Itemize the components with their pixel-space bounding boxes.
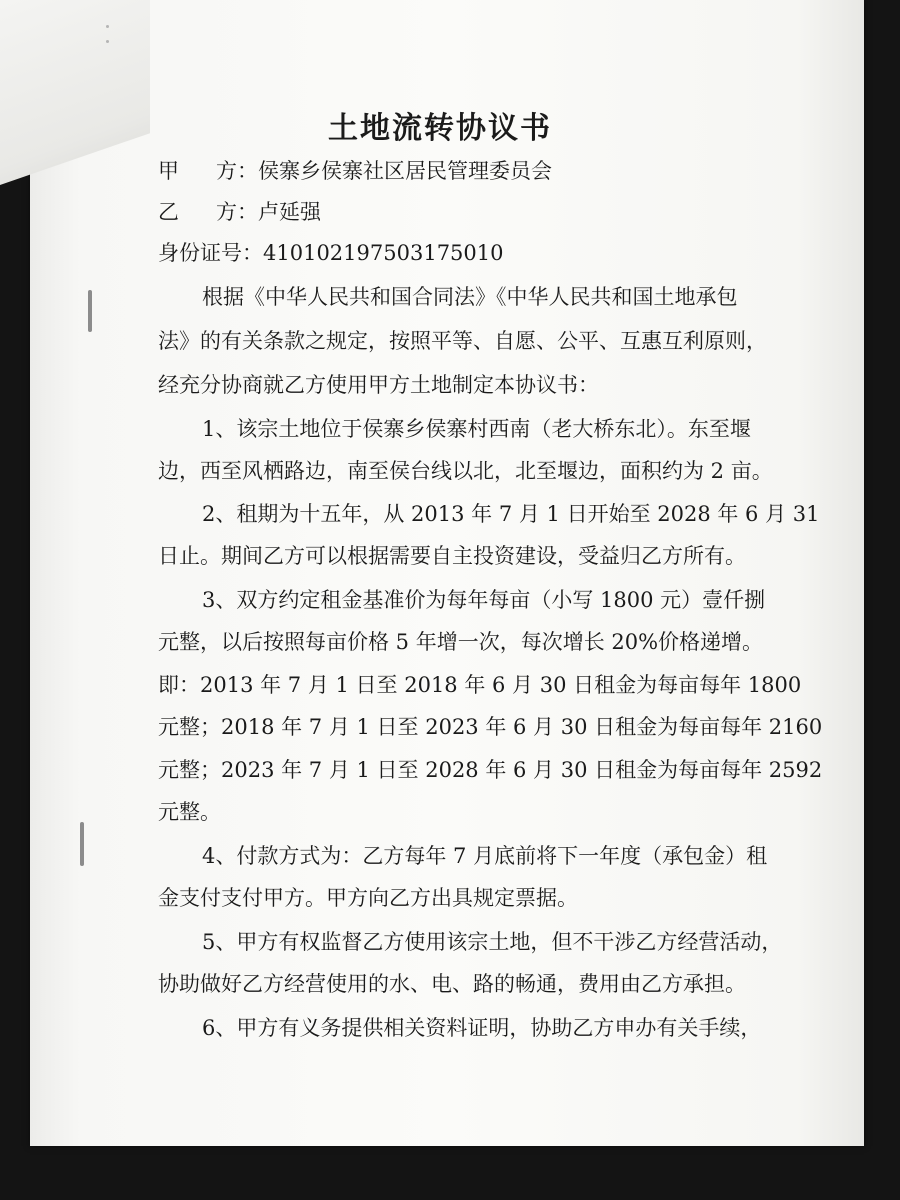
id-label: 身份证号： [158,241,263,265]
body-line: 根据《中华人民共和国合同法》《中华人民共和国土地承包 [202,285,738,309]
body-line: 元整，以后按照每亩价格 5 年增一次，每次增长 20%价格递增。 [158,630,764,654]
party-a-row [158,156,552,186]
party-b-value: 方：卢延强 [216,200,321,224]
party-b-label: 乙 [158,200,179,224]
party-a-value: 方：侯寨乡侯寨社区居民管理委员会 [216,159,552,183]
body-line: 金支付支付甲方。甲方向乙方出具规定票据。 [158,886,578,910]
body-line: 2、租期为十五年，从 2013 年 7 月 1 日开始至 2028 年 6 月 31 [202,502,820,526]
document-title: 土地流转协议书 [328,111,552,146]
body-line: 即：2013 年 7 月 1 日至 2018 年 6 月 30 日租金为每亩每年 1800 [158,673,802,697]
party-a-label: 甲 [158,159,179,183]
staple [80,822,84,866]
body-line: 1、该宗土地位于侯寨乡侯寨村西南（老大桥东北）。东至堰 [202,417,751,441]
punch-mark [106,25,109,28]
punch-mark [106,40,109,43]
body-line: 日止。期间乙方可以根据需要自主投资建设，受益归乙方所有。 [158,544,746,568]
body-line: 元整；2023 年 7 月 1 日至 2028 年 6 月 30 日租金为每亩每年 2592 [158,758,823,782]
party-b-row [158,197,321,227]
body-line: 经充分协商就乙方使用甲方土地制定本协议书： [158,373,599,397]
body-line: 法》的有关条款之规定，按照平等、自愿、公平、互惠互利原则， [158,329,767,353]
staple [88,290,92,332]
body-line: 边，西至风栖路边，南至侯台线以北，北至堰边，面积约为 2 亩。 [158,459,773,483]
id-number: 410102197503175010 [263,241,504,265]
body-line: 协助做好乙方经营使用的水、电、路的畅通，费用由乙方承担。 [158,972,746,996]
body-line: 元整。 [158,800,221,824]
body-line: 5、甲方有权监督乙方使用该宗土地，但不干涉乙方经营活动， [202,930,783,954]
body-line: 元整；2018 年 7 月 1 日至 2023 年 6 月 30 日租金为每亩每年 2160 [158,715,823,739]
body-line: 6、甲方有义务提供相关资料证明，协助乙方申办有关手续， [202,1016,762,1040]
id-row [158,238,504,268]
body-line: 3、双方约定租金基准价为每年每亩（小写 1800 元）壹仟捌 [202,588,766,612]
body-line: 4、付款方式为：乙方每年 7 月底前将下一年度（承包金）租 [202,844,768,868]
